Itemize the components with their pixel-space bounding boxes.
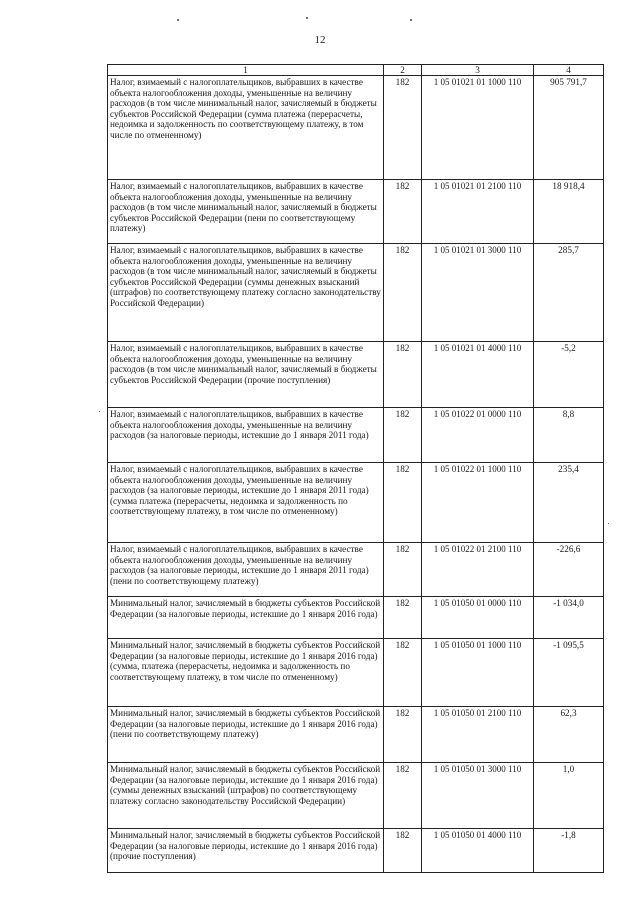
column-header: 2 xyxy=(384,65,422,76)
table-row xyxy=(108,180,604,244)
amount-cell: -1 095,5 xyxy=(534,639,604,707)
revenue-table xyxy=(107,64,604,873)
scan-speck xyxy=(608,523,609,524)
amount-cell: 18 918,4 xyxy=(534,180,604,244)
scan-speck xyxy=(410,19,412,21)
amount-cell: -226,6 xyxy=(534,543,604,597)
column-header: 4 xyxy=(534,65,604,76)
budget-classification-code-cell: 1 05 01022 01 0000 110 xyxy=(422,408,534,463)
admin-code-cell: 182 xyxy=(384,76,422,180)
table-row xyxy=(108,639,604,707)
budget-classification-code-cell: 1 05 01050 01 3000 110 xyxy=(422,763,534,829)
revenue-name-cell: Налог, взимаемый с налогоплательщиков, выбравших в качестве объекта налогообложения доходы, уменьшенные на величину расходов (за налоговые периоды, истекшие до 1 января 2011 года) (сумма платежа (перерасчеты, недоимка и задолженность по соответствующему платежу, в том числе по отмененному) xyxy=(108,463,384,543)
admin-code-cell: 182 xyxy=(384,639,422,707)
revenue-name-cell: Минимальный налог, зачисляемый в бюджеты субъектов Российской Федерации (за налоговые периоды, истекшие до 1 января 2016 года) xyxy=(108,597,384,639)
admin-code-cell: 182 xyxy=(384,180,422,244)
revenue-name-cell: Налог, взимаемый с налогоплательщиков, выбравших в качестве объекта налогообложения доходы, уменьшенные на величину расходов (в том числе минимальный налог, зачисляемый в бюджеты субъектов Российской Федерации (суммы денежных взысканий (штрафов) по соответствующему платежу согласно законодательству Российской Федерации) xyxy=(108,244,384,342)
budget-classification-code-cell: 1 05 01022 01 1000 110 xyxy=(422,463,534,543)
revenue-name-cell: Налог, взимаемый с налогоплательщиков, выбравших в качестве объекта налогообложения доходы, уменьшенные на величину расходов (за налоговые периоды, истекшие до 1 января 2011 года) xyxy=(108,408,384,463)
budget-classification-code-cell: 1 05 01050 01 2100 110 xyxy=(422,707,534,763)
table-row xyxy=(108,707,604,763)
revenue-name-cell: Минимальный налог, зачисляемый в бюджеты субъектов Российской Федерации (за налоговые периоды, истекшие до 1 января 2016 года) (пени по соответствующему платежу) xyxy=(108,707,384,763)
budget-classification-code-cell: 1 05 01021 01 4000 110 xyxy=(422,342,534,408)
table-row xyxy=(108,342,604,408)
scan-speck xyxy=(99,411,100,412)
table-row xyxy=(108,543,604,597)
budget-classification-code-cell: 1 05 01021 01 2100 110 xyxy=(422,180,534,244)
scan-speck xyxy=(177,19,179,21)
amount-cell: 235,4 xyxy=(534,463,604,543)
revenue-name-cell: Минимальный налог, зачисляемый в бюджеты субъектов Российской Федерации (за налоговые периоды, истекшие до 1 января 2016 года) (сумма, платежа (перерасчеты, недоимка и задолженность по соответствующему платежу, в том числе по отмененному) xyxy=(108,639,384,707)
admin-code-cell: 182 xyxy=(384,463,422,543)
admin-code-cell: 182 xyxy=(384,707,422,763)
column-header: 1 xyxy=(108,65,384,76)
budget-classification-code-cell: 1 05 01021 01 1000 110 xyxy=(422,76,534,180)
admin-code-cell: 182 xyxy=(384,543,422,597)
admin-code-cell: 182 xyxy=(384,597,422,639)
scan-speck xyxy=(306,17,308,19)
budget-classification-code-cell: 1 05 01050 01 0000 110 xyxy=(422,597,534,639)
amount-cell: -5,2 xyxy=(534,342,604,408)
amount-cell: 62,3 xyxy=(534,707,604,763)
table-header-row xyxy=(108,65,604,76)
revenue-name-cell: Налог, взимаемый с налогоплательщиков, выбравших в качестве объекта налогообложения доходы, уменьшенные на величину расходов (в том числе минимальный налог, зачисляемый в бюджеты субъектов Российской Федерации (сумма платежа (перерасчеты, недоимка и задолженность по соответствующему платежу, в том числе по отмененному) xyxy=(108,76,384,180)
page-number: 12 xyxy=(314,34,326,46)
budget-classification-code-cell: 1 05 01050 01 1000 110 xyxy=(422,639,534,707)
admin-code-cell: 182 xyxy=(384,408,422,463)
admin-code-cell: 182 xyxy=(384,829,422,873)
budget-classification-code-cell: 1 05 01050 01 4000 110 xyxy=(422,829,534,873)
amount-cell: 1,0 xyxy=(534,763,604,829)
table-row xyxy=(108,763,604,829)
table-row xyxy=(108,463,604,543)
revenue-name-cell: Налог, взимаемый с налогоплательщиков, выбравших в качестве объекта налогообложения доходы, уменьшенные на величину расходов (в том числе минимальный налог, зачисляемый в бюджеты субъектов Российской Федерации (прочие поступления) xyxy=(108,342,384,408)
amount-cell: -1 034,0 xyxy=(534,597,604,639)
amount-cell: 285,7 xyxy=(534,244,604,342)
table-row xyxy=(108,829,604,873)
amount-cell: 8,8 xyxy=(534,408,604,463)
table-row xyxy=(108,597,604,639)
table-row xyxy=(108,76,604,180)
amount-cell: -1,8 xyxy=(534,829,604,873)
revenue-name-cell: Минимальный налог, зачисляемый в бюджеты субъектов Российской Федерации (за налоговые периоды, истекшие до 1 января 2016 года) (суммы денежных взысканий (штрафов) по соответствующему платежу согласно законодательству Российской Федерации) xyxy=(108,763,384,829)
revenue-name-cell: Налог, взимаемый с налогоплательщиков, выбравших в качестве объекта налогообложения доходы, уменьшенные на величину расходов (за налоговые периоды, истекшие до 1 января 2011 года) (пени по соответствующему платежу) xyxy=(108,543,384,597)
revenue-name-cell: Налог, взимаемый с налогоплательщиков, выбравших в качестве объекта налогообложения доходы, уменьшенные на величину расходов (в том числе минимальный налог, зачисляемый в бюджеты субъектов Российской Федерации (пени по соответствующему платежу) xyxy=(108,180,384,244)
admin-code-cell: 182 xyxy=(384,244,422,342)
revenue-name-cell: Минимальный налог, зачисляемый в бюджеты субъектов Российской Федерации (за налоговые периоды, истекшие до 1 января 2016 года) (прочие поступления) xyxy=(108,829,384,873)
table-row xyxy=(108,408,604,463)
table-row xyxy=(108,244,604,342)
column-header: 3 xyxy=(422,65,534,76)
budget-classification-code-cell: 1 05 01021 01 3000 110 xyxy=(422,244,534,342)
admin-code-cell: 182 xyxy=(384,763,422,829)
budget-classification-code-cell: 1 05 01022 01 2100 110 xyxy=(422,543,534,597)
amount-cell: 905 791,7 xyxy=(534,76,604,180)
admin-code-cell: 182 xyxy=(384,342,422,408)
